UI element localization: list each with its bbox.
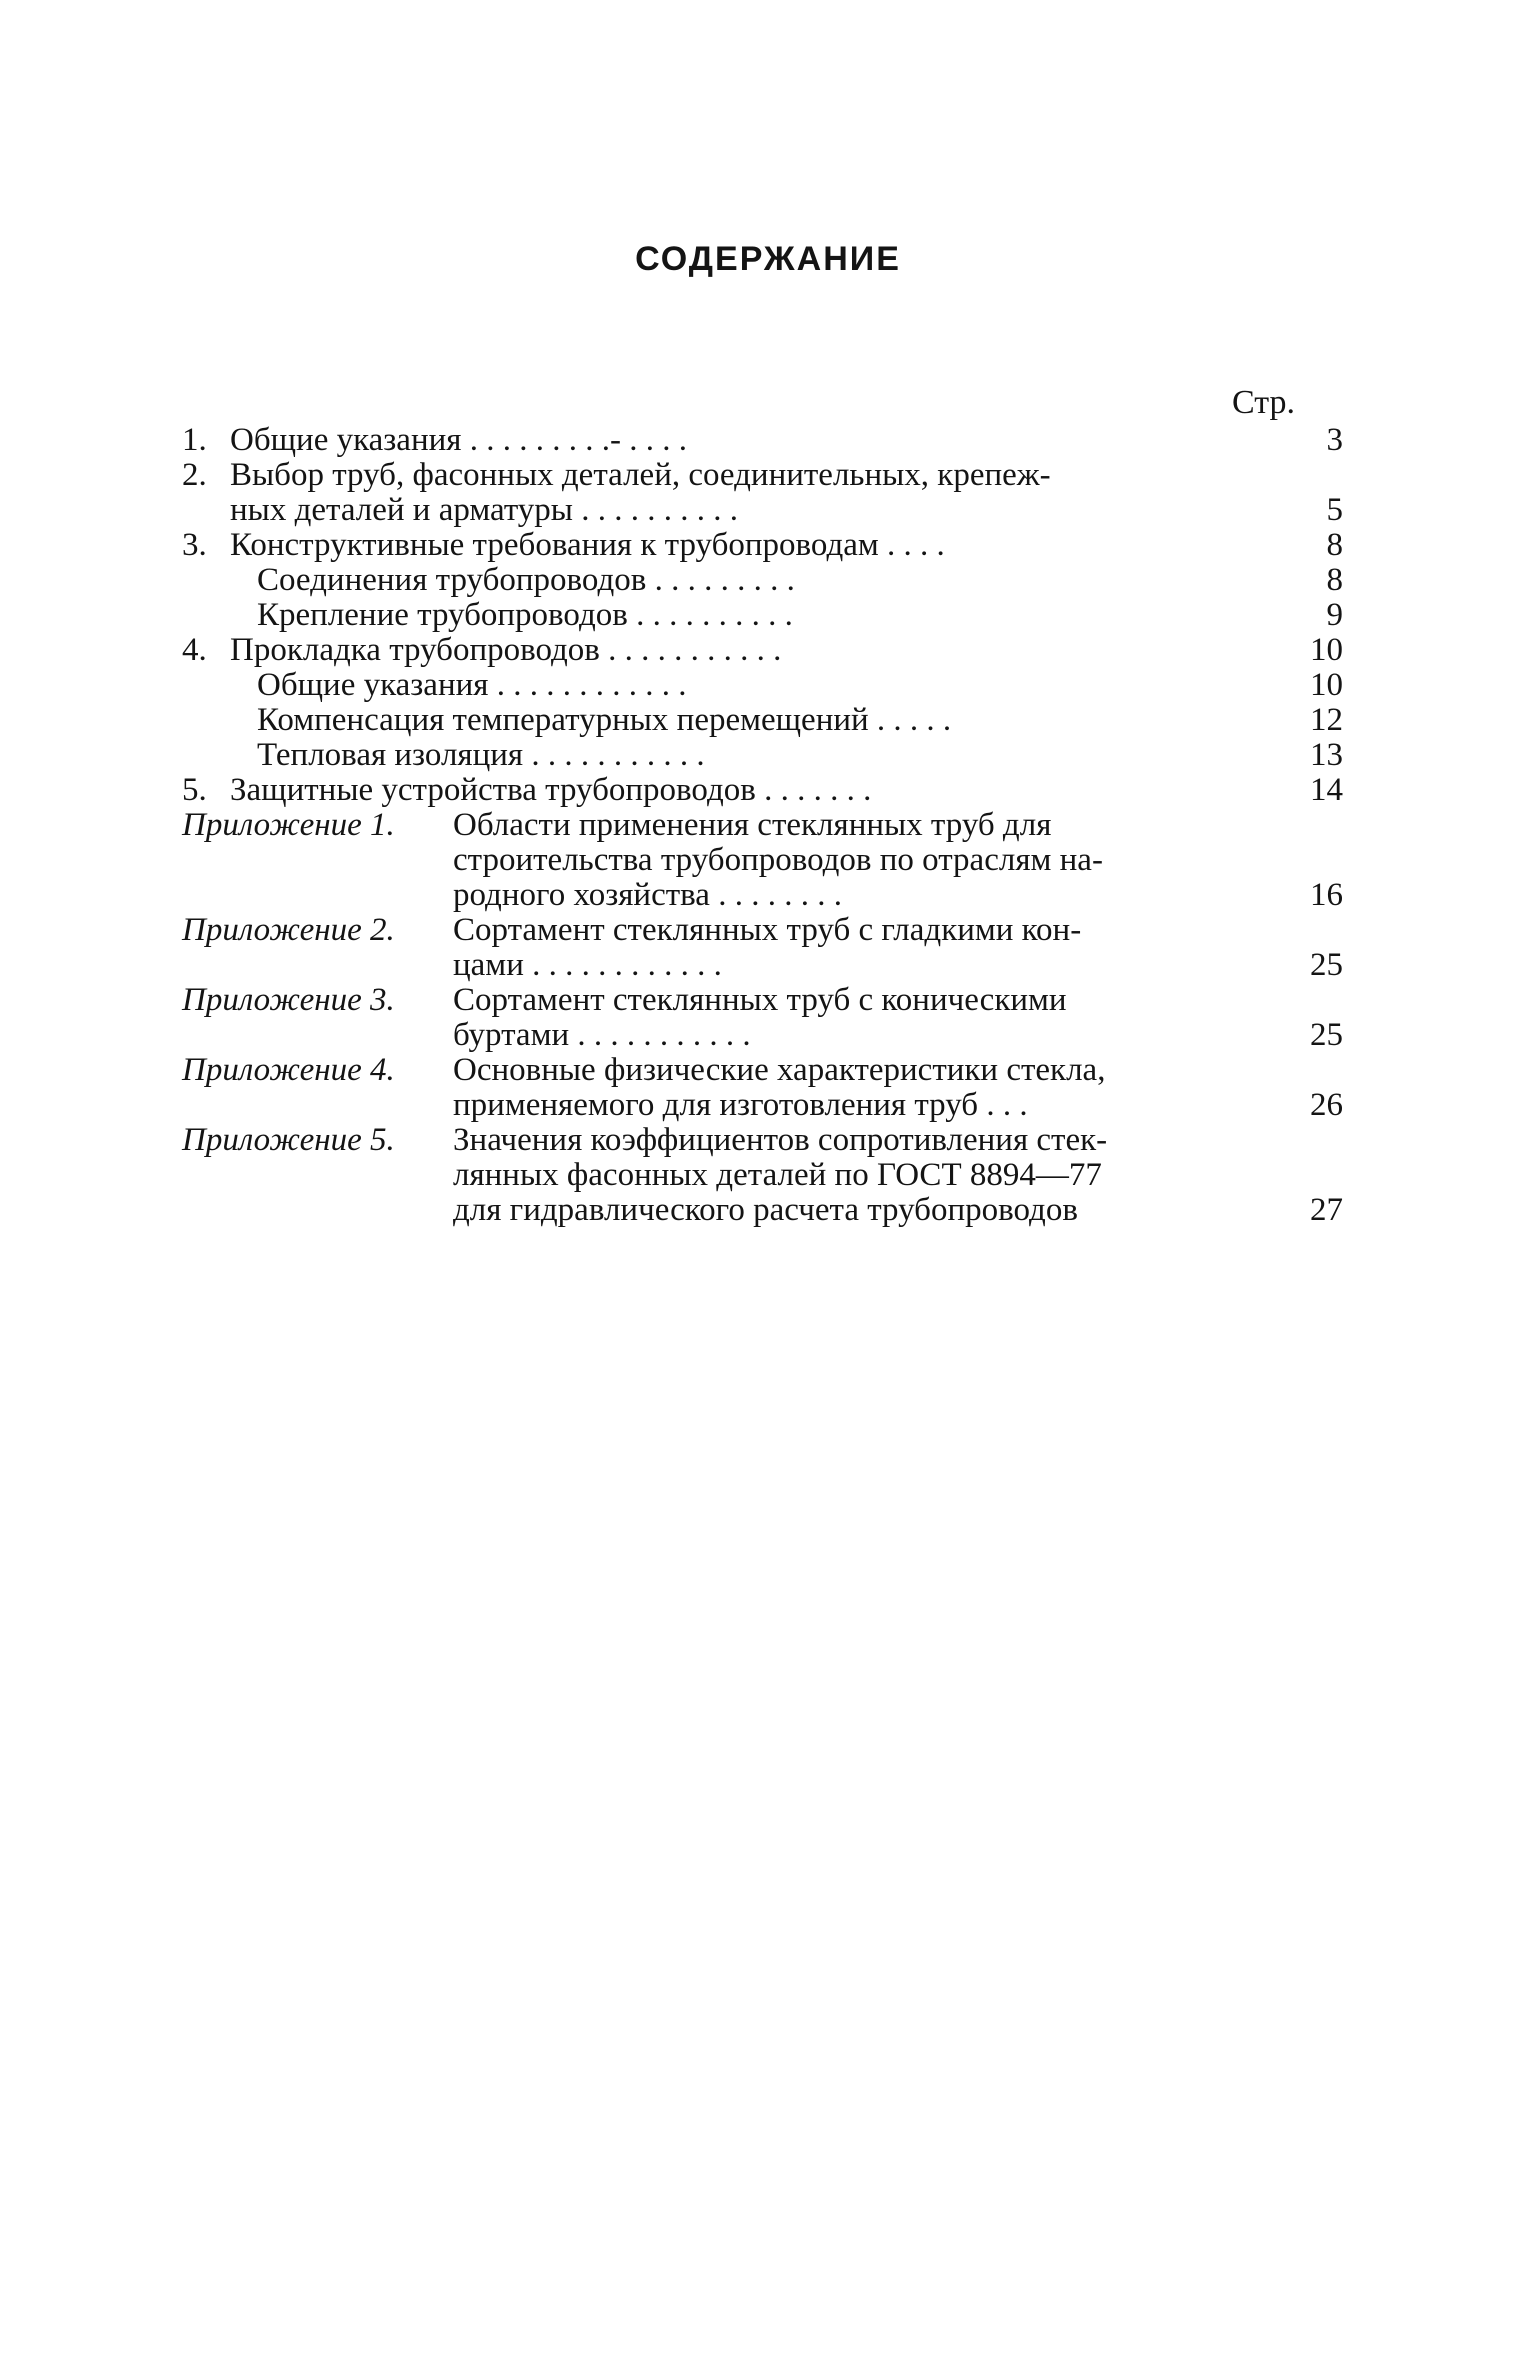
toc-line: [0, 668, 1536, 703]
toc-line: [0, 598, 1536, 633]
toc-section-number: 4.: [182, 632, 207, 668]
toc-line: [0, 1158, 1536, 1193]
toc-line: [0, 423, 1536, 458]
toc-entry-text: Области применения стеклянных труб для: [453, 807, 1052, 843]
toc-page-number: 5: [1326, 492, 1343, 528]
toc-page-number: 14: [1310, 772, 1343, 808]
toc-entry-text: цами . . . . . . . . . . . .: [453, 947, 722, 983]
toc-entry-text: строительства трубопроводов по отраслям на-: [453, 842, 1103, 878]
toc-entry-text: Сортамент стеклянных труб с гладкими кон-: [453, 912, 1082, 948]
toc-appendix-label: Приложение 2.: [182, 912, 395, 948]
toc-entry-text: Тепловая изоляция . . . . . . . . . . .: [257, 737, 705, 773]
toc-line: [0, 1123, 1536, 1158]
toc-line: [0, 703, 1536, 738]
toc-entry-text: Значения коэффициентов сопротивления стек-: [453, 1122, 1108, 1158]
toc-page-number: 10: [1310, 632, 1343, 668]
toc-appendix-label: Приложение 1.: [182, 807, 395, 843]
toc-page-number: 16: [1310, 877, 1343, 913]
toc-line: [0, 948, 1536, 983]
toc-page-number: 25: [1310, 1017, 1343, 1053]
table-of-contents: [0, 423, 1536, 1228]
toc-line: [0, 1193, 1536, 1228]
toc-line: [0, 493, 1536, 528]
toc-entry-text: лянных фасонных деталей по ГОСТ 8894—77: [453, 1157, 1102, 1193]
toc-section-number: 5.: [182, 772, 207, 808]
toc-line: [0, 458, 1536, 493]
toc-entry-text: применяемого для изготовления труб . . .: [453, 1087, 1028, 1123]
toc-line: [0, 878, 1536, 913]
toc-entry-text: буртами . . . . . . . . . . .: [453, 1017, 751, 1053]
toc-entry-text: Сортамент стеклянных труб с коническими: [453, 982, 1067, 1018]
toc-line: [0, 1018, 1536, 1053]
toc-entry-text: Основные физические характеристики стекла,: [453, 1052, 1106, 1088]
toc-line: [0, 1088, 1536, 1123]
toc-entry-text: Компенсация температурных перемещений . . . . .: [257, 702, 952, 738]
toc-entry-text: Выбор труб, фасонных деталей, соединительных, крепеж-: [230, 457, 1051, 493]
toc-line: [0, 738, 1536, 773]
page-title: СОДЕРЖАНИЕ: [635, 240, 901, 278]
toc-entry-text: Общие указания . . . . . . . . . . . .: [257, 667, 687, 703]
toc-entry-text: Защитные устройства трубопроводов . . . . . . .: [230, 772, 872, 808]
toc-line: [0, 843, 1536, 878]
toc-appendix-label: Приложение 3.: [182, 982, 395, 1018]
toc-entry-text: ных деталей и арматуры . . . . . . . . . .: [230, 492, 738, 528]
toc-line: [0, 808, 1536, 843]
toc-line: [0, 633, 1536, 668]
toc-appendix-label: Приложение 5.: [182, 1122, 395, 1158]
toc-page-number: 26: [1310, 1087, 1343, 1123]
toc-entry-text: Крепление трубопроводов . . . . . . . . . .: [257, 597, 793, 633]
toc-line: [0, 1053, 1536, 1088]
toc-page-number: 10: [1310, 667, 1343, 703]
toc-appendix-label: Приложение 4.: [182, 1052, 395, 1088]
toc-line: [0, 528, 1536, 563]
toc-page-number: 9: [1326, 597, 1343, 633]
toc-entry-text: Конструктивные требования к трубопроводам . . . .: [230, 527, 945, 563]
toc-page-number: 27: [1310, 1192, 1343, 1228]
toc-page-number: 8: [1326, 527, 1343, 563]
toc-section-number: 2.: [182, 457, 207, 493]
toc-page-number: 12: [1310, 702, 1343, 738]
toc-entry-text: Прокладка трубопроводов . . . . . . . . . . .: [230, 632, 782, 668]
toc-line: [0, 563, 1536, 598]
toc-line: [0, 913, 1536, 948]
toc-page-number: 3: [1326, 422, 1343, 458]
toc-line: [0, 773, 1536, 808]
toc-entry-text: Соединения трубопроводов . . . . . . . . .: [257, 562, 795, 598]
toc-page-number: 25: [1310, 947, 1343, 983]
toc-page-number: 13: [1310, 737, 1343, 773]
toc-section-number: 1.: [182, 422, 207, 458]
toc-entry-text: Общие указания . . . . . . . . .- . . . .: [230, 422, 687, 458]
page-column-header: Стр.: [1232, 384, 1296, 421]
toc-entry-text: родного хозяйства . . . . . . . .: [453, 877, 842, 913]
toc-line: [0, 983, 1536, 1018]
toc-section-number: 3.: [182, 527, 207, 563]
toc-entry-text: для гидравлического расчета трубопроводов: [453, 1192, 1078, 1228]
toc-page-number: 8: [1326, 562, 1343, 598]
